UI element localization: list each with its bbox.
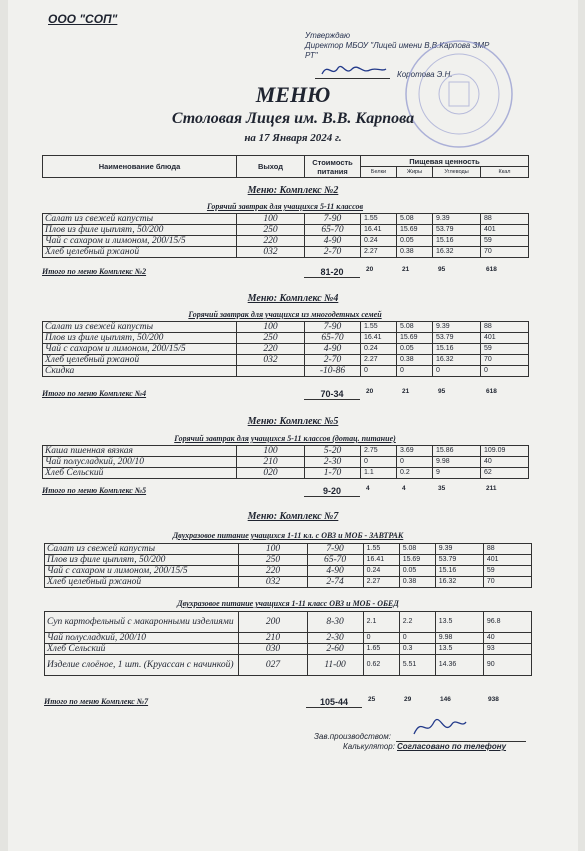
dish-carbs: 15.16 — [433, 344, 481, 355]
dish-fat: 0 — [397, 366, 433, 377]
dish-price: 4-90 — [305, 236, 361, 247]
table-row — [43, 446, 529, 457]
table-row — [45, 612, 532, 633]
group-subtitle: Горячий завтрак для учащихся 5-11 классов (дотац. питание) — [174, 434, 396, 443]
dish-kcal: 59 — [481, 344, 529, 355]
dish-kcal: 62 — [481, 468, 529, 479]
col-output-header: Выход — [237, 156, 305, 178]
dish-protein: 2.27 — [361, 247, 397, 258]
dish-price: 7-90 — [305, 214, 361, 225]
dish-name: Чай с сахаром и лимоном, 200/15/5 — [43, 344, 237, 355]
dish-price: 7-90 — [305, 322, 361, 333]
dish-kcal: 70 — [481, 355, 529, 366]
dish-kcal: 90 — [483, 655, 531, 676]
director-line-2: РТ" — [305, 51, 318, 60]
dish-name: Чай полусладкий, 200/10 — [43, 457, 237, 468]
dish-output: 210 — [237, 457, 305, 468]
page-title: МЕНЮ — [255, 82, 331, 107]
dish-table — [42, 213, 529, 258]
calc-label: Калькулятор: — [343, 742, 395, 751]
total-fat: 21 — [402, 266, 410, 273]
dish-output: 100 — [237, 322, 305, 333]
group-subtitle: Горячий завтрак для учащихся 5-11 классов — [206, 202, 364, 211]
dish-carbs: 14.36 — [435, 655, 483, 676]
dish-output: 250 — [237, 225, 305, 236]
dish-table — [42, 321, 529, 377]
dish-name: Чай полусладкий, 200/10 — [45, 633, 239, 644]
dish-fat: 5.08 — [397, 322, 433, 333]
dish-protein: 16.41 — [361, 225, 397, 236]
approve-label: Утверждаю — [305, 31, 350, 40]
dish-protein: 1.1 — [361, 468, 397, 479]
dish-protein: 1.55 — [361, 214, 397, 225]
table-row — [45, 577, 532, 588]
total-protein: 4 — [366, 485, 370, 492]
total-label: Итого по меню Комплекс №2 — [42, 267, 147, 276]
dish-output: 100 — [237, 214, 305, 225]
total-price: 70-34 — [304, 389, 360, 400]
dish-fat: 0.05 — [397, 344, 433, 355]
dish-fat: 2.2 — [399, 612, 435, 633]
total-kcal: 618 — [486, 388, 497, 395]
table-row — [43, 247, 529, 258]
dish-protein: 0 — [361, 366, 397, 377]
dish-output: 032 — [239, 577, 307, 588]
dish-protein: 0.24 — [361, 344, 397, 355]
dish-carbs: 16.32 — [433, 355, 481, 366]
dish-fat: 0 — [397, 457, 433, 468]
dish-carbs: 9.98 — [435, 633, 483, 644]
dish-kcal: 88 — [481, 322, 529, 333]
section-title: Меню: Комплекс №7 — [247, 511, 339, 522]
dish-output: 210 — [239, 633, 307, 644]
total-carbs: 95 — [438, 266, 446, 273]
dish-carbs: 13.5 — [435, 612, 483, 633]
col-fat-header: Жиры — [397, 167, 433, 178]
dish-price: 8-30 — [307, 612, 363, 633]
dish-output: 220 — [237, 344, 305, 355]
dish-carbs: 9 — [433, 468, 481, 479]
dish-table — [44, 611, 532, 676]
dish-kcal: 93 — [483, 644, 531, 655]
total-label: Итого по меню Комплекс №4 — [42, 389, 147, 398]
dish-output: 030 — [239, 644, 307, 655]
table-row — [43, 468, 529, 479]
dish-name: Салат из свежей капусты — [43, 214, 237, 225]
col-kcal-header: Ккал — [481, 167, 529, 178]
dish-protein: 0.24 — [363, 566, 399, 577]
dish-name: Плов из филе цыплят, 50/200 — [43, 225, 237, 236]
table-row — [43, 322, 529, 333]
table-row — [43, 225, 529, 236]
dish-protein: 16.41 — [361, 333, 397, 344]
dish-kcal: 40 — [483, 633, 531, 644]
dish-carbs: 16.32 — [433, 247, 481, 258]
dish-kcal: 109.09 — [481, 446, 529, 457]
total-carbs: 35 — [438, 485, 446, 492]
dish-protein: 1.55 — [363, 544, 399, 555]
dish-output — [237, 366, 305, 377]
dish-fat: 5.51 — [399, 655, 435, 676]
dish-price: 1-70 — [305, 468, 361, 479]
dish-carbs: 15.16 — [435, 566, 483, 577]
dish-protein: 2.1 — [363, 612, 399, 633]
dish-output: 032 — [237, 247, 305, 258]
dish-kcal: 70 — [481, 247, 529, 258]
total-fat: 29 — [404, 696, 412, 703]
total-price: 105-44 — [306, 697, 362, 708]
table-row — [43, 355, 529, 366]
dish-table — [44, 543, 532, 588]
total-carbs: 95 — [438, 388, 446, 395]
dish-price: 65-70 — [305, 333, 361, 344]
dish-output: 250 — [237, 333, 305, 344]
dish-fat: 15.69 — [397, 225, 433, 236]
total-protein: 20 — [366, 266, 374, 273]
col-nutrition-header: Пищевая ценность — [361, 156, 529, 167]
dish-table — [42, 445, 529, 479]
total-protein: 20 — [366, 388, 374, 395]
dish-price: 4-90 — [305, 344, 361, 355]
director-name: Коротова Э.Н. — [397, 70, 453, 79]
dish-name: Салат из свежей капусты — [43, 322, 237, 333]
dish-fat: 5.08 — [397, 214, 433, 225]
col-carb-header: Углеводы — [433, 167, 481, 178]
dish-fat: 5.08 — [399, 544, 435, 555]
dish-carbs: 0 — [433, 366, 481, 377]
dish-fat: 0.38 — [397, 355, 433, 366]
dish-name: Салат из свежей капусты — [45, 544, 239, 555]
dish-fat: 0.2 — [397, 468, 433, 479]
dish-carbs: 15.86 — [433, 446, 481, 457]
section-title: Меню: Комплекс №2 — [247, 185, 339, 196]
total-price: 9-20 — [304, 486, 360, 497]
table-row — [45, 566, 532, 577]
dish-kcal: 59 — [481, 236, 529, 247]
dish-protein: 1.65 — [363, 644, 399, 655]
table-row — [43, 214, 529, 225]
dish-price: 2-30 — [307, 633, 363, 644]
director-signature-icon — [318, 60, 388, 80]
dish-fat: 0.38 — [397, 247, 433, 258]
dish-output: 200 — [239, 612, 307, 633]
dish-fat: 0.05 — [399, 566, 435, 577]
dish-protein: 2.75 — [361, 446, 397, 457]
dish-output: 220 — [237, 236, 305, 247]
table-row — [45, 644, 532, 655]
dish-fat: 15.69 — [397, 333, 433, 344]
table-row — [45, 544, 532, 555]
menu-document — [8, 0, 578, 851]
dish-kcal: 401 — [483, 555, 531, 566]
dish-output: 220 — [239, 566, 307, 577]
production-label: Зав.производством: — [314, 732, 391, 741]
dish-carbs: 15.16 — [433, 236, 481, 247]
dish-name: Суп картофельный с макаронными изделиями — [45, 612, 239, 633]
total-price: 81-20 — [304, 267, 360, 278]
dish-fat: 0.38 — [399, 577, 435, 588]
dish-carbs: 9.39 — [433, 214, 481, 225]
section-title: Меню: Комплекс №4 — [247, 293, 339, 304]
dish-fat: 0.3 — [399, 644, 435, 655]
dish-price: 2-60 — [307, 644, 363, 655]
dish-name: Каша пшенная вязкая — [43, 446, 237, 457]
dish-name: Хлеб Сельский — [45, 644, 239, 655]
dish-price: 7-90 — [307, 544, 363, 555]
group-subtitle: Горячий завтрак для учащихся из многодетных семей — [188, 310, 382, 319]
dish-protein: 0.62 — [363, 655, 399, 676]
dish-protein: 0 — [363, 633, 399, 644]
dish-carbs: 9.39 — [433, 322, 481, 333]
dish-price: 2-30 — [305, 457, 361, 468]
dish-price: 2-70 — [305, 355, 361, 366]
table-row — [43, 236, 529, 247]
total-fat: 4 — [402, 485, 406, 492]
table-row — [43, 457, 529, 468]
dish-fat: 15.69 — [399, 555, 435, 566]
col-name-header: Наименование блюда — [43, 156, 237, 178]
section-title: Меню: Комплекс №5 — [247, 416, 339, 427]
dish-carbs: 53.79 — [435, 555, 483, 566]
dish-protein: 2.27 — [361, 355, 397, 366]
dish-kcal: 88 — [481, 214, 529, 225]
org-name: ООО "СОП" — [48, 12, 118, 26]
column-header-table — [42, 155, 529, 178]
dish-kcal: 40 — [481, 457, 529, 468]
dish-name: Хлеб целебный ржаной — [43, 355, 237, 366]
dish-name: Изделие слоёное, 1 шт. (Круассан с начинкой) — [45, 655, 239, 676]
dish-kcal: 59 — [483, 566, 531, 577]
total-label: Итого по меню Комплекс №7 — [44, 697, 149, 706]
dish-output: 027 — [239, 655, 307, 676]
group-subtitle: Двухразовое питание учащихся 1-11 класс ОВЗ и МОБ - ОБЕД — [177, 599, 399, 608]
total-kcal: 938 — [488, 696, 499, 703]
dish-protein: 0 — [361, 457, 397, 468]
dish-price: 5-20 — [305, 446, 361, 457]
dish-price: 65-70 — [305, 225, 361, 236]
dish-price: 11-00 — [307, 655, 363, 676]
col-protein-header: Белки — [361, 167, 397, 178]
dish-kcal: 0 — [481, 366, 529, 377]
total-protein: 25 — [368, 696, 376, 703]
table-row — [45, 633, 532, 644]
table-row — [45, 555, 532, 566]
production-signature-icon — [408, 710, 468, 742]
dish-kcal: 70 — [483, 577, 531, 588]
dish-carbs: 16.32 — [435, 577, 483, 588]
dish-price: 4-90 — [307, 566, 363, 577]
dish-output: 020 — [237, 468, 305, 479]
table-row — [43, 344, 529, 355]
col-cost-header: Стоимость питания — [305, 156, 361, 178]
group-subtitle: Двухразовое питание учащихся 1-11 кл. с ОВЗ и МОБ - ЗАВТРАК — [172, 531, 404, 540]
director-line-1: Директор МБОУ "Лицей имени В.В.Карпова ЗМР — [305, 41, 490, 50]
dish-protein: 1.55 — [361, 322, 397, 333]
dish-name: Плов из филе цыплят, 50/200 — [45, 555, 239, 566]
total-fat: 21 — [402, 388, 410, 395]
canteen-subtitle: Столовая Лицея им. В.В. Карпова — [171, 110, 415, 127]
dish-price: 65-70 — [307, 555, 363, 566]
dish-name: Скидка — [43, 366, 237, 377]
dish-carbs: 53.79 — [433, 333, 481, 344]
dish-name: Плов из филе цыплят, 50/200 — [43, 333, 237, 344]
dish-price: 2-74 — [307, 577, 363, 588]
dish-fat: 0 — [399, 633, 435, 644]
dish-kcal: 88 — [483, 544, 531, 555]
dish-price: 2-70 — [305, 247, 361, 258]
table-row — [43, 333, 529, 344]
dish-name: Чай с сахаром и лимоном, 200/15/5 — [45, 566, 239, 577]
calc-value: Согласовано по телефону — [397, 742, 507, 751]
dish-carbs: 9.98 — [433, 457, 481, 468]
dish-output: 250 — [239, 555, 307, 566]
dish-name: Хлеб Сельский — [43, 468, 237, 479]
dish-fat: 3.69 — [397, 446, 433, 457]
dish-carbs: 9.39 — [435, 544, 483, 555]
dish-output: 100 — [237, 446, 305, 457]
dish-protein: 16.41 — [363, 555, 399, 566]
dish-kcal: 401 — [481, 225, 529, 236]
dish-output: 032 — [237, 355, 305, 366]
total-kcal: 618 — [486, 266, 497, 273]
total-kcal: 211 — [486, 485, 497, 492]
dish-name: Хлеб целебный ржаной — [45, 577, 239, 588]
menu-date: на 17 Января 2024 г. — [244, 132, 342, 144]
dish-kcal: 96.8 — [483, 612, 531, 633]
table-row — [45, 655, 532, 676]
dish-protein: 2.27 — [363, 577, 399, 588]
dish-protein: 0.24 — [361, 236, 397, 247]
dish-output: 100 — [239, 544, 307, 555]
dish-carbs: 13.5 — [435, 644, 483, 655]
table-row — [43, 366, 529, 377]
dish-price: -10-86 — [305, 366, 361, 377]
dish-carbs: 53.79 — [433, 225, 481, 236]
dish-name: Хлеб целебный ржаной — [43, 247, 237, 258]
dish-fat: 0.05 — [397, 236, 433, 247]
dish-kcal: 401 — [481, 333, 529, 344]
total-carbs: 146 — [440, 696, 451, 703]
dish-name: Чай с сахаром и лимоном, 200/15/5 — [43, 236, 237, 247]
total-label: Итого по меню Комплекс №5 — [42, 486, 147, 495]
